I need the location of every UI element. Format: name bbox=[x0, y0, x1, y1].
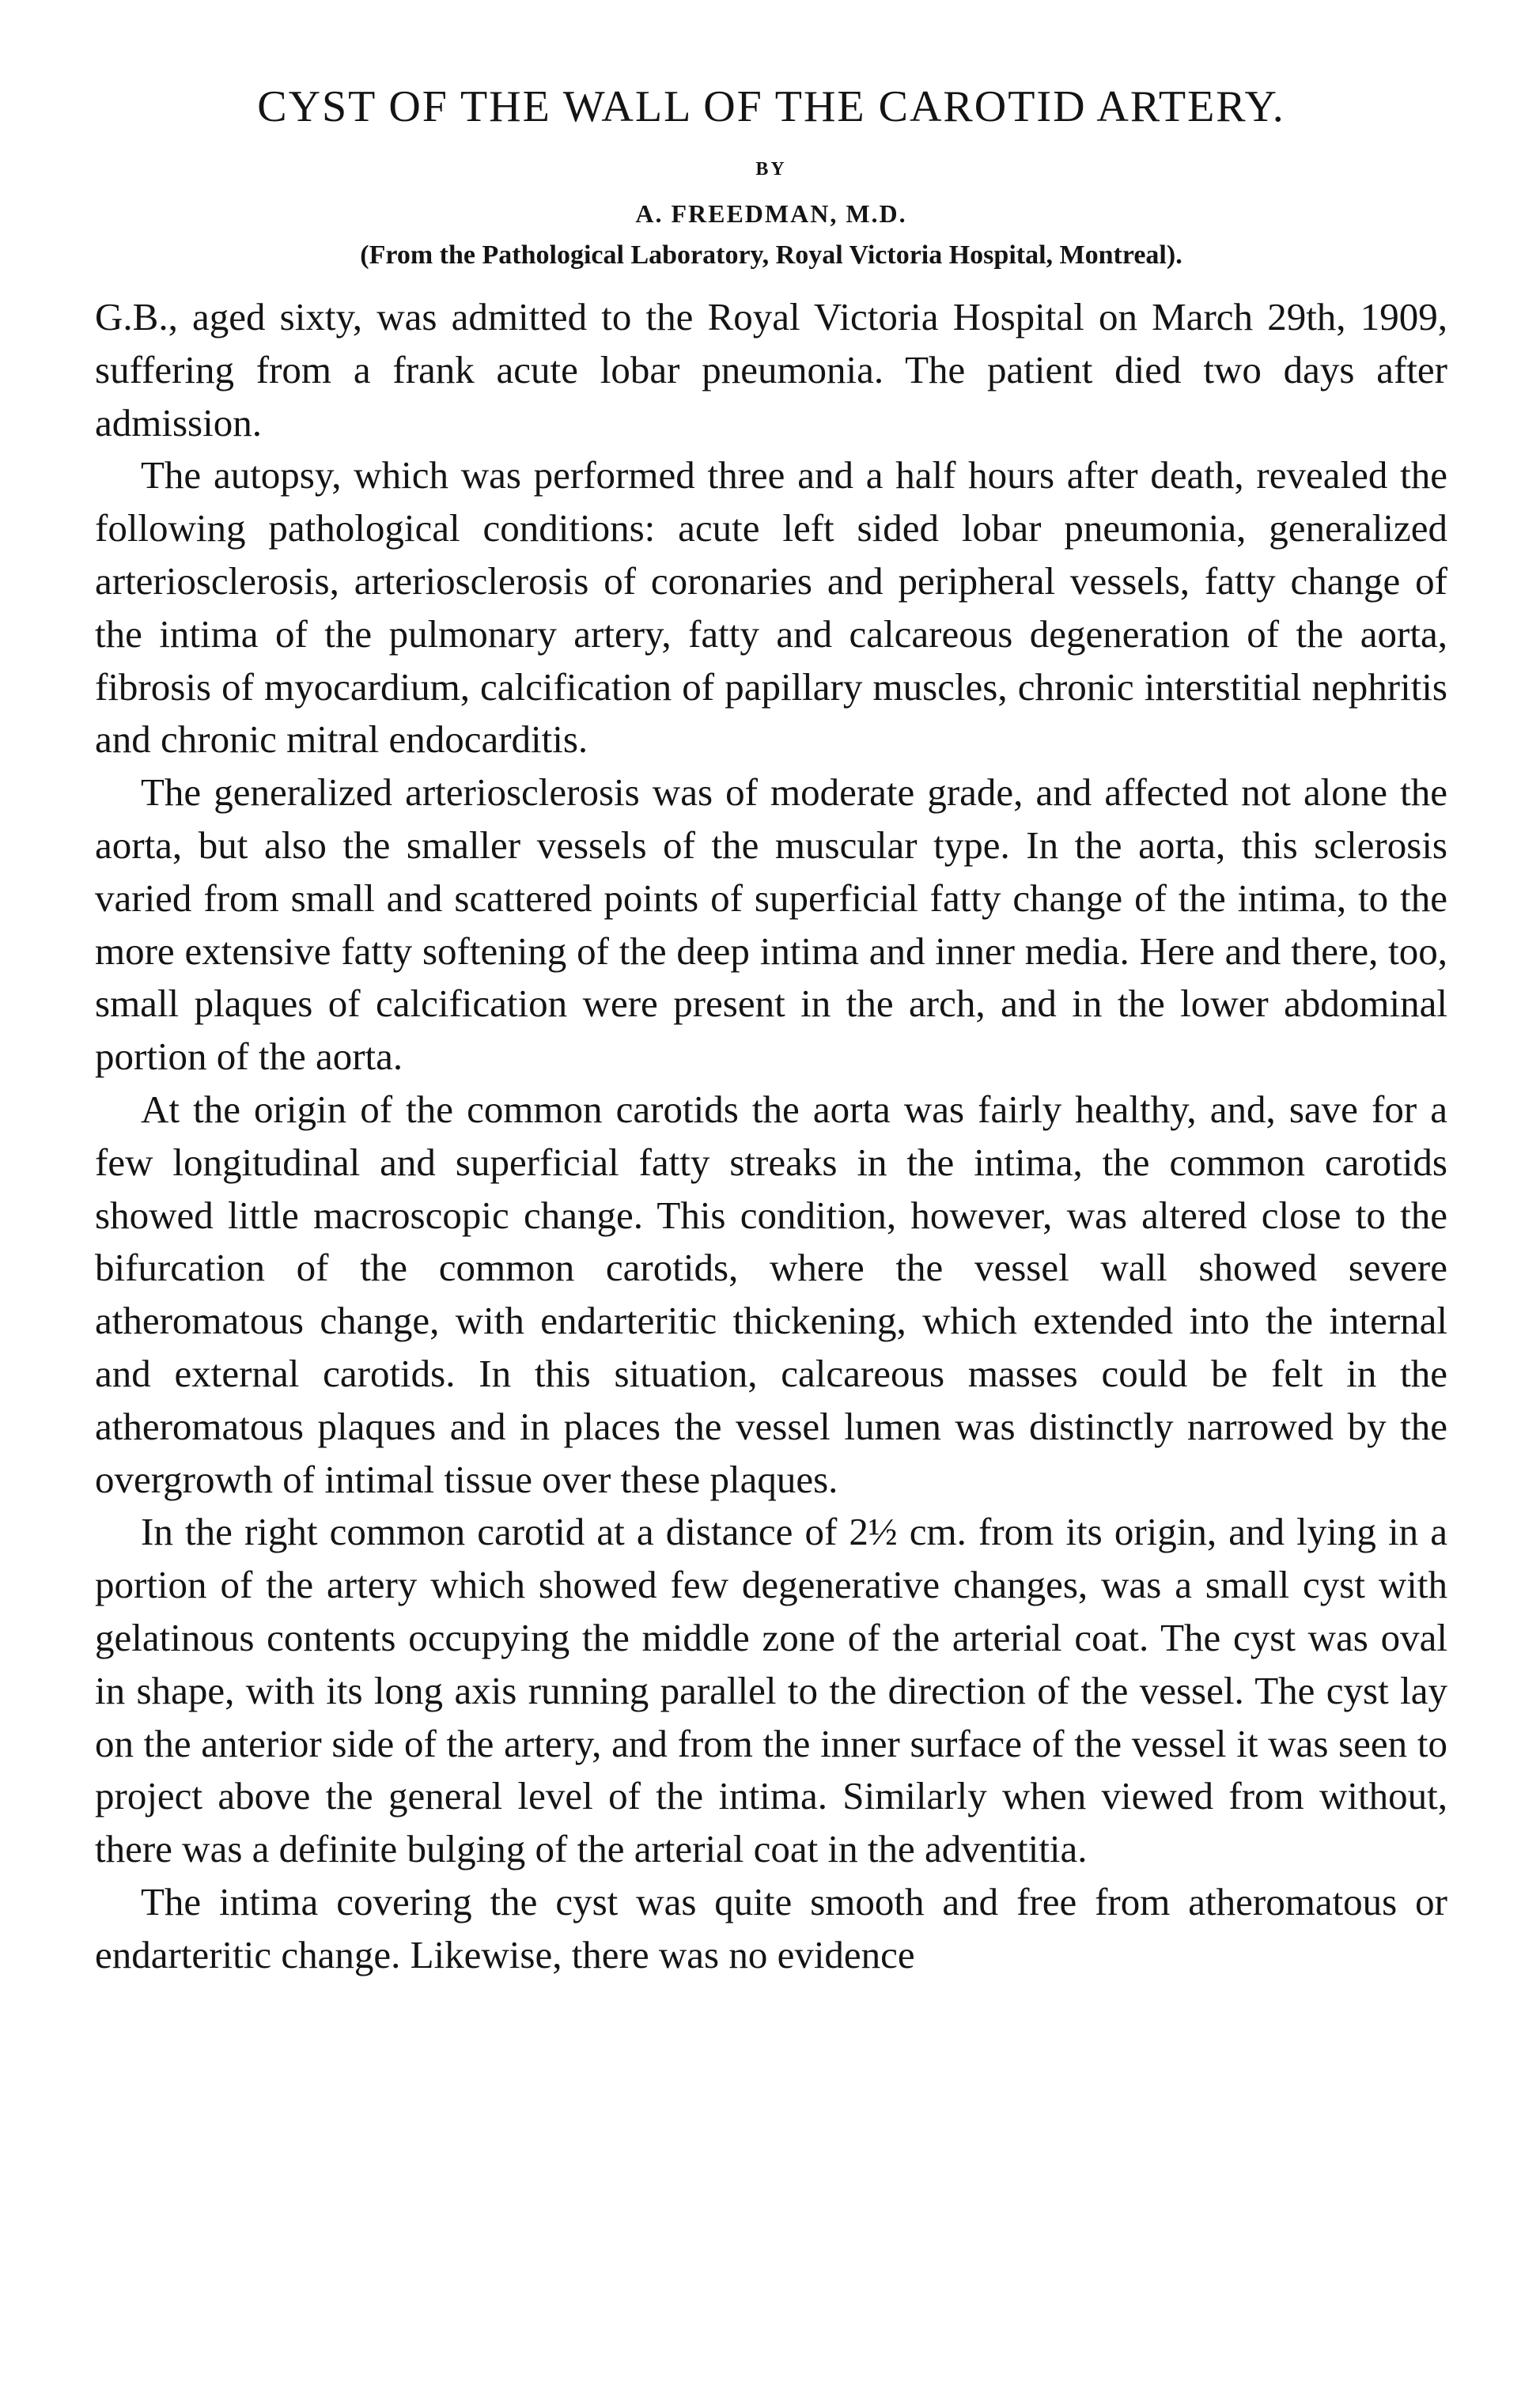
author-affiliation: (From the Pathological Laboratory, Royal Victoria Hospital, Montreal). bbox=[360, 240, 1182, 270]
paragraph-carotids: At the origin of the common carotids the aorta was fairly healthy, and, save for a few longitudinal and superficial fatty streaks in the intima, the common carotids showed little macroscopic change. This condition, however, was altered close to the bifurcation of the common carotids, where the vessel wall showed severe atheromatous change, with endarteritic thickening, which extended into the internal and external carotids. In this situation, calcareous masses could be felt in the atheromatous plaques and in places the vessel lumen was distinctly narrowed by the overgrowth of intimal tissue over these plaques. bbox=[95, 1087, 1447, 1501]
article-body bbox=[95, 291, 1447, 1982]
by-line: BY bbox=[755, 159, 787, 180]
paragraph-intima: The intima covering the cyst was quite smooth and free from atheromatous or endarteritic change. Likewise, there was no evidence bbox=[95, 1879, 1447, 1976]
paragraph-autopsy: The autopsy, which was performed three and a half hours after death, revealed the following pathological conditions: acute left sided lobar pneumonia, generalized arteriosclerosis, arteriosclerosis of coronaries and peripheral vessels, fatty change of the intima of the pulmonary artery, fatty and calcareous degeneration of the aorta, fibrosis of myocardium, calcification of papillary muscles, chronic interstitial nephritis and chronic mitral endocarditis. bbox=[95, 453, 1447, 762]
paragraph-cyst-description: In the right common carotid at a distance of 2½ cm. from its origin, and lying in a portion of the artery which showed few degenerative changes, was a small cyst with gelatinous contents occupying the middle zone of the arterial coat. The cyst was oval in shape, with its long axis running parallel to the direction of the vessel. The cyst lay on the anterior side of the artery, and from the inner surface of the vessel it was seen to project above the general level of the intima. Similarly when viewed from without, there was a definite bulging of the arterial coat in the adventitia. bbox=[95, 1510, 1447, 1871]
article-page bbox=[95, 79, 1447, 1982]
author-name: A. FREEDMAN, M.D. bbox=[635, 199, 907, 228]
article-title: CYST OF THE WALL OF THE CAROTID ARTERY. bbox=[257, 82, 1285, 131]
paragraph-arteriosclerosis: The generalized arteriosclerosis was of moderate grade, and affected not alone the aorta, but also the smaller vessels of the muscular type. In the aorta, this sclerosis varied from small and scattered points of superficial fatty change of the intima, to the more extensive fatty softening of the deep intima and inner media. Here and there, too, small plaques of calcification were present in the arch, and in the lower abdominal portion of the aorta. bbox=[95, 770, 1447, 1079]
paragraph-case-history: G.B., aged sixty, was admitted to the Royal Victoria Hospital on March 29th, 1909, suffering from a frank acute lobar pneumonia. The patient died two days after admission. bbox=[95, 295, 1447, 444]
